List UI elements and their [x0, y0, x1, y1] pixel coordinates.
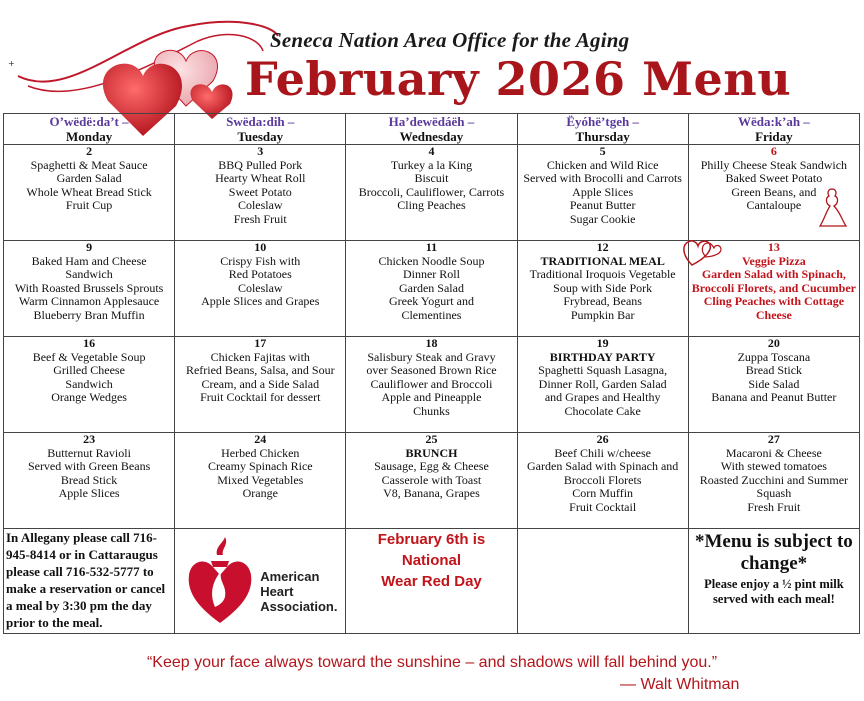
- svg-text:+: +: [8, 59, 15, 68]
- menu-item: Chunks: [413, 403, 450, 418]
- week-row: [4, 337, 860, 433]
- aha-line: Association.: [260, 599, 338, 614]
- menu-item: Baked Ham and Cheese: [31, 253, 147, 268]
- wear-red-line: National: [401, 552, 462, 569]
- woman-silhouette-icon: [812, 186, 852, 230]
- menu-item: over Seasoned Brown Rice: [366, 363, 497, 377]
- day-cell: [175, 241, 346, 337]
- date-number: 27: [767, 432, 780, 446]
- reservation-info: In Allegany please call 716-945-8414 or in Cattaraugus please call 716-532-5777 to make a reservation or cancel a meal by 3:30 pm the day prior to the meal.: [4, 529, 175, 634]
- day-cell: [517, 337, 688, 433]
- english-day-name: Monday: [65, 129, 113, 144]
- day-header-tuesday: [175, 114, 346, 145]
- subject-to-change: *Menu is subject to change*: [694, 531, 853, 574]
- outline-hearts-icon: [680, 233, 722, 269]
- date-number: 11: [425, 240, 438, 254]
- aha-line: American: [260, 569, 320, 584]
- special-meal-heading: BRUNCH: [405, 445, 458, 460]
- day-cell: [175, 433, 346, 529]
- weekday-header-row: [4, 114, 860, 145]
- date-number: 23: [83, 432, 96, 446]
- wear-red-line: February 6th is: [377, 531, 486, 548]
- menu-item: Veggie Pizza: [741, 253, 806, 268]
- menu-item: Chicken and Wild Rice: [546, 157, 659, 172]
- menu-item: Macaroni & Cheese: [725, 445, 822, 460]
- menu-item: Banana and Peanut Butter: [711, 390, 837, 404]
- date-number: 5: [599, 144, 606, 158]
- native-day-name: O’wëdë:da’t –: [49, 114, 129, 129]
- english-day-name: Thursday: [575, 129, 630, 144]
- menu-item: Bread Stick: [745, 363, 803, 377]
- menu-item: Roasted Zucchini and Summer: [699, 472, 849, 487]
- menu-item: Garden Salad: [398, 280, 464, 295]
- date-number: 20: [767, 336, 780, 350]
- date-number: 13: [767, 240, 780, 254]
- menu-item: Casserole with Toast: [381, 472, 482, 487]
- menu-item: Fruit Cocktail: [569, 499, 637, 514]
- menu-item: Hearty Wheat Roll: [215, 171, 306, 185]
- menu-item: Butternut Ravioli: [47, 445, 131, 460]
- quote-text: “Keep your face always toward the sunshine – and shadows will fall behind you.”: [146, 654, 718, 671]
- week-row: [4, 433, 860, 529]
- menu-item: Frybread, Beans: [563, 294, 642, 308]
- aha-line: Heart: [260, 584, 294, 599]
- aha-logo-cell: [175, 529, 346, 634]
- day-cell: [517, 241, 688, 337]
- date-number: 17: [254, 336, 267, 350]
- menu-item: Chicken Fajitas with: [210, 349, 310, 364]
- menu-item: Apple Slices and Grapes: [201, 294, 320, 308]
- menu-item: Fruit Cocktail for dessert: [200, 390, 321, 404]
- menu-item: Whole Wheat Bread Stick: [26, 184, 152, 199]
- menu-item: Apple Slices: [572, 184, 634, 199]
- day-cell: [175, 145, 346, 241]
- date-number: 3: [257, 144, 264, 158]
- menu-item: Soup with Side Pork: [553, 280, 653, 295]
- date-number: 24: [254, 432, 267, 446]
- special-meal-heading: BIRTHDAY PARTY: [549, 349, 656, 364]
- week-row: [4, 241, 860, 337]
- menu-item: Grilled Cheese: [53, 363, 125, 377]
- day-cell: [4, 145, 175, 241]
- menu-item: Dinner Roll, Garden Salad: [538, 376, 667, 391]
- date-number: 10: [254, 240, 267, 254]
- menu-item: Side Salad: [748, 376, 800, 391]
- menu-item: Served with Brocolli and Carrots: [523, 171, 682, 185]
- menu-item: Mixed Vegetables: [217, 472, 304, 487]
- week-row: [4, 145, 860, 241]
- menu-item: Spaghetti Squash Lasagna,: [538, 363, 668, 377]
- date-number: 18: [425, 336, 438, 350]
- menu-item: Squash: [756, 486, 792, 500]
- menu-item: Philly Cheese Steak Sandwich: [700, 157, 848, 172]
- menu-item: V8, Banana, Grapes: [383, 486, 480, 500]
- native-day-name: Ëyóhë’tgeh –: [566, 114, 639, 129]
- empty-cell: [517, 529, 688, 634]
- menu-item: Broccoli Florets: [563, 472, 642, 487]
- menu-item: With Roasted Brussels Sprouts: [14, 280, 164, 295]
- menu-item: Cling Peaches with Cottage: [703, 294, 845, 308]
- english-day-name: Tuesday: [237, 129, 284, 144]
- menu-item: Warm Cinnamon Applesauce: [18, 294, 160, 308]
- day-cell: [517, 433, 688, 529]
- native-day-name: Swëda:dih –: [226, 114, 295, 129]
- menu-item: Refried Beans, Salsa, and Sour: [185, 363, 335, 377]
- menu-item: Dinner Roll: [402, 267, 460, 281]
- day-cell: [688, 337, 859, 433]
- menu-item: Herbed Chicken: [221, 445, 300, 460]
- menu-item: Traditional Iroquois Vegetable: [529, 267, 676, 281]
- menu-item: Coleslaw: [237, 198, 283, 212]
- day-cell: [4, 337, 175, 433]
- menu-item: Served with Green Beans: [27, 459, 151, 473]
- menu-item: Sausage, Egg & Cheese: [374, 459, 489, 473]
- menu-item: Coleslaw: [237, 280, 283, 295]
- menu-item: Broccoli Florets, and Cucumber: [691, 280, 856, 295]
- weeks-body: [4, 145, 860, 529]
- menu-notice: [688, 529, 859, 634]
- menu-item: Salisbury Steak and Gravy: [367, 349, 496, 364]
- menu-item: Greek Yogurt and: [388, 294, 474, 308]
- date-number: 2: [86, 144, 93, 158]
- day-cell: [346, 433, 517, 529]
- menu-item: With stewed tomatoes: [720, 459, 827, 473]
- day-cell: [688, 433, 859, 529]
- quote-author: — Walt Whitman: [620, 676, 740, 693]
- menu-title: February 2026 Menu: [245, 52, 792, 106]
- organization-name: Seneca Nation Area Office for the Aging: [270, 28, 630, 52]
- menu-item: Red Potatoes: [228, 267, 292, 281]
- day-header-wednesday: [346, 114, 517, 145]
- day-cell: [4, 433, 175, 529]
- menu-item: Apple Slices: [58, 486, 120, 500]
- day-header-thursday: [517, 114, 688, 145]
- menu-item: and Grapes and Healthy: [544, 390, 661, 404]
- menu-item: Creamy Spinach Rice: [207, 459, 313, 473]
- menu-item: Garden Salad with Spinach and: [527, 459, 679, 473]
- menu-item: Green Beans, and: [731, 184, 817, 199]
- english-day-name: Wednesday: [399, 129, 464, 144]
- menu-item: Biscuit: [414, 171, 449, 185]
- date-number: 12: [596, 240, 609, 254]
- english-day-name: Friday: [755, 129, 793, 144]
- heart-torch-icon: [185, 535, 255, 625]
- day-cell: [346, 241, 517, 337]
- day-header-friday: [688, 114, 859, 145]
- menu-item: BBQ Pulled Pork: [218, 157, 303, 172]
- menu-item: Cheese: [755, 307, 792, 322]
- menu-item: Turkey a la King: [390, 157, 473, 172]
- date-number: 9: [86, 240, 93, 254]
- menu-item: Zuppa Toscana: [737, 349, 811, 364]
- menu-item: Cantaloupe: [746, 198, 802, 212]
- day-cell: [517, 145, 688, 241]
- native-day-name: Wëda:k’ah –: [737, 114, 810, 129]
- menu-item: Broccoli, Cauliflower, Carrots: [358, 184, 505, 199]
- menu-item: Chicken Noodle Soup: [378, 253, 485, 268]
- day-cell: [175, 337, 346, 433]
- menu-calendar-table: [3, 113, 860, 634]
- menu-item: Orange Wedges: [51, 390, 127, 404]
- day-cell: [346, 337, 517, 433]
- menu-item: Cauliflower and Broccoli: [370, 376, 493, 391]
- wear-red-line: Wear Red Day: [381, 573, 482, 590]
- menu-item: Fruit Cup: [65, 198, 113, 212]
- menu-item: Crispy Fish with: [220, 253, 301, 268]
- menu-item: Baked Sweet Potato: [725, 171, 823, 185]
- menu-item: Beef & Vegetable Soup: [32, 349, 146, 364]
- menu-item: Bread Stick: [60, 472, 118, 487]
- wear-red-day-note: [346, 529, 517, 634]
- native-day-name: Ha’dewëdáëh –: [388, 114, 475, 129]
- menu-item: Fresh Fruit: [747, 499, 801, 514]
- menu-item: Peanut Butter: [569, 198, 636, 212]
- menu-item: Corn Muffin: [572, 486, 634, 500]
- menu-item: Clementines: [401, 307, 462, 322]
- menu-item: Sandwich: [65, 376, 113, 391]
- menu-item: Sweet Potato: [228, 184, 292, 199]
- menu-item: Garden Salad with Spinach,: [701, 267, 846, 281]
- menu-item: Sugar Cookie: [569, 211, 636, 226]
- menu-item: Beef Chili w/cheese: [554, 445, 651, 460]
- menu-item: Cling Peaches: [397, 198, 466, 212]
- date-number: 6: [770, 144, 777, 158]
- aha-wordmark: [260, 569, 337, 614]
- menu-item: Blueberry Bran Muffin: [33, 307, 145, 322]
- day-cell: [4, 241, 175, 337]
- menu-item: Apple and Pineapple: [381, 390, 482, 404]
- info-row: [4, 529, 860, 634]
- day-header-monday: [4, 114, 175, 145]
- date-number: 26: [596, 432, 609, 446]
- day-cell: [346, 145, 517, 241]
- special-meal-heading: TRADITIONAL MEAL: [540, 253, 665, 268]
- date-number: 4: [428, 144, 435, 158]
- menu-item: Spaghetti & Meat Sauce: [30, 157, 148, 172]
- menu-item: Fresh Fruit: [233, 211, 287, 226]
- date-number: 25: [425, 432, 438, 446]
- menu-item: Orange: [242, 486, 278, 500]
- menu-item: Chocolate Cake: [564, 403, 641, 418]
- milk-note: Please enjoy a ½ pint milk served with each meal!: [704, 577, 844, 606]
- menu-item: Pumpkin Bar: [570, 307, 635, 322]
- menu-item: Garden Salad: [56, 171, 122, 185]
- menu-item: Sandwich: [65, 267, 113, 281]
- date-number: 19: [596, 336, 609, 350]
- menu-item: Cream, and a Side Salad: [201, 376, 320, 391]
- date-number: 16: [83, 336, 96, 350]
